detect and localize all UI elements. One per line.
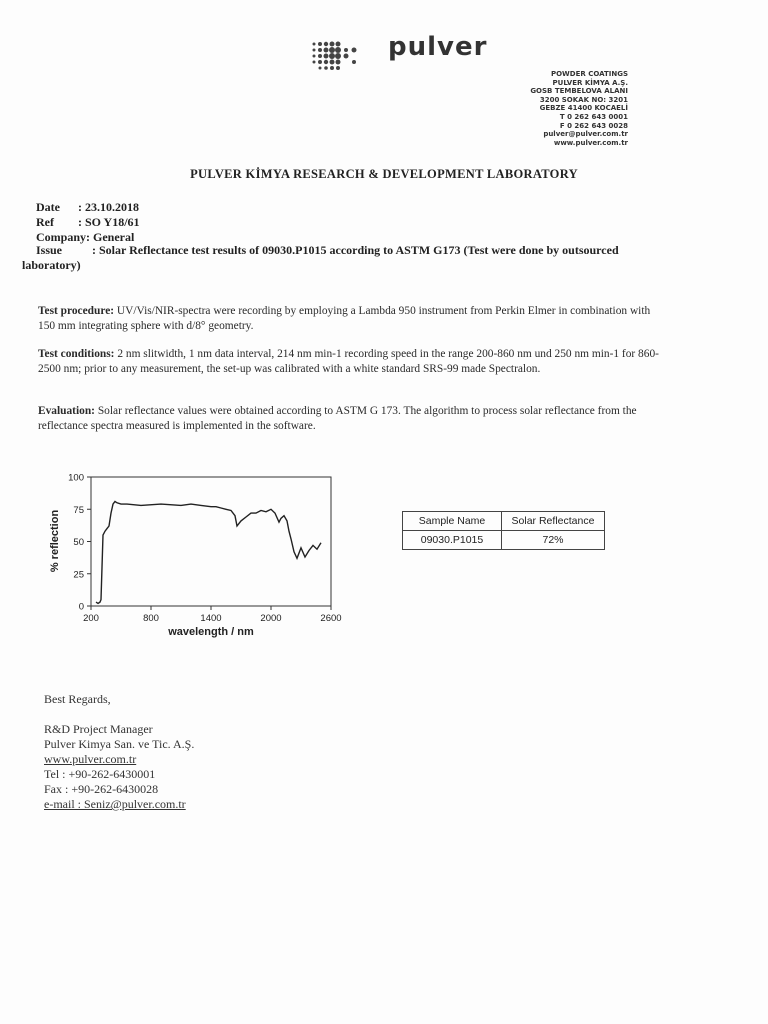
date-label: Date (36, 200, 60, 214)
test-procedure-label: Test procedure: (38, 305, 115, 317)
issue-line (22, 243, 642, 273)
x-tick-label: 1400 (200, 613, 222, 624)
company-address (500, 70, 628, 147)
email-link[interactable]: e-mail : Seniz@pulver.com.tr (44, 797, 186, 811)
reflectance-series-line (96, 502, 321, 604)
x-tick-label: 800 (143, 613, 159, 624)
fax: Fax : +90-262-6430028 (44, 782, 159, 796)
brand-name: pulver (388, 32, 488, 62)
address-line: PULVER KİMYA A.Ş. (552, 78, 628, 87)
address-line: www.pulver.com.tr (553, 138, 628, 147)
signature-block (44, 692, 194, 812)
document-title: PULVER KİMYA RESEARCH & DEVELOPMENT LABORATORY (190, 167, 578, 181)
result-table (402, 511, 605, 550)
test-conditions-text: 2 nm slitwidth, 1 nm data interval, 214 nm min-1 recording speed in the range 200-860 nm und 250 nm min-1 for 860-2500 nm; prior to any measurement, the set-up was calibrated with a white standard SRS-99 made Spectralon. (38, 348, 659, 375)
table-cell: 72% (502, 531, 605, 550)
test-conditions-label: Test conditions: (38, 348, 115, 360)
issue-value: : Solar Reflectance test results of 09030.P1015 according to ASTM G173 (Test were done by outsourced laboratory) (22, 243, 619, 272)
test-procedure-text: UV/Vis/NIR-spectra were recording by employing a Lambda 950 instrument from Perkin Elmer in combination with 150 mm integrating sphere with d/8° geometry. (38, 305, 651, 332)
company-line: Company: General (36, 230, 135, 244)
y-tick-label: 25 (73, 569, 84, 581)
address-line: GEBZE 41400 KOCAELİ (539, 104, 628, 113)
signer-role: R&D Project Manager (44, 722, 153, 736)
table-header: Solar Reflectance (502, 512, 605, 531)
regards: Best Regards, (44, 692, 111, 706)
x-tick-label: 2600 (320, 613, 342, 624)
evaluation-label: Evaluation: (38, 405, 95, 417)
table-header: Sample Name (403, 512, 502, 531)
address-line: pulver@pulver.com.tr (543, 130, 628, 139)
website-link[interactable]: www.pulver.com.tr (44, 752, 137, 766)
reflectance-chart (40, 464, 360, 649)
ref-label: Ref (36, 215, 54, 229)
address-line: GOSB TEMBELOVA ALANI (530, 87, 628, 96)
x-tick-label: 200 (83, 613, 99, 624)
evaluation-text: Solar reflectance values were obtained according to ASTM G 173. The algorithm to process solar reflectance from the reflectance spectra measured is implemented in the software. (38, 405, 637, 432)
address-line: POWDER COATINGS (550, 70, 628, 78)
plot-frame (91, 477, 331, 606)
address-line: 3200 SOKAK NO: 3201 (539, 95, 628, 104)
y-tick-label: 50 (73, 537, 84, 548)
table-row (403, 531, 605, 550)
issue-label: Issue (36, 243, 63, 257)
table-header-row (403, 512, 605, 531)
x-tick-label: 2000 (260, 613, 282, 624)
phone: Tel : +90-262-6430001 (44, 767, 156, 781)
ref-value: : SO Y18/61 (78, 215, 140, 229)
test-conditions (38, 347, 668, 376)
y-tick-label: 0 (78, 601, 84, 613)
evaluation (38, 404, 668, 433)
y-tick-label: 100 (68, 472, 84, 484)
y-axis-label: % reflection (49, 509, 61, 573)
address-line: T 0 262 643 0001 (559, 112, 628, 121)
y-tick-label: 75 (73, 504, 84, 516)
document-meta (36, 200, 140, 245)
date-value: : 23.10.2018 (78, 200, 139, 214)
address-line: F 0 262 643 0028 (559, 121, 628, 130)
test-procedure (38, 304, 668, 333)
table-cell: 09030.P1015 (403, 531, 502, 550)
pulver-logo-icon (308, 38, 368, 78)
x-axis-label: wavelength / nm (168, 626, 254, 638)
signer-company: Pulver Kimya San. ve Tic. A.Ş. (44, 737, 195, 751)
